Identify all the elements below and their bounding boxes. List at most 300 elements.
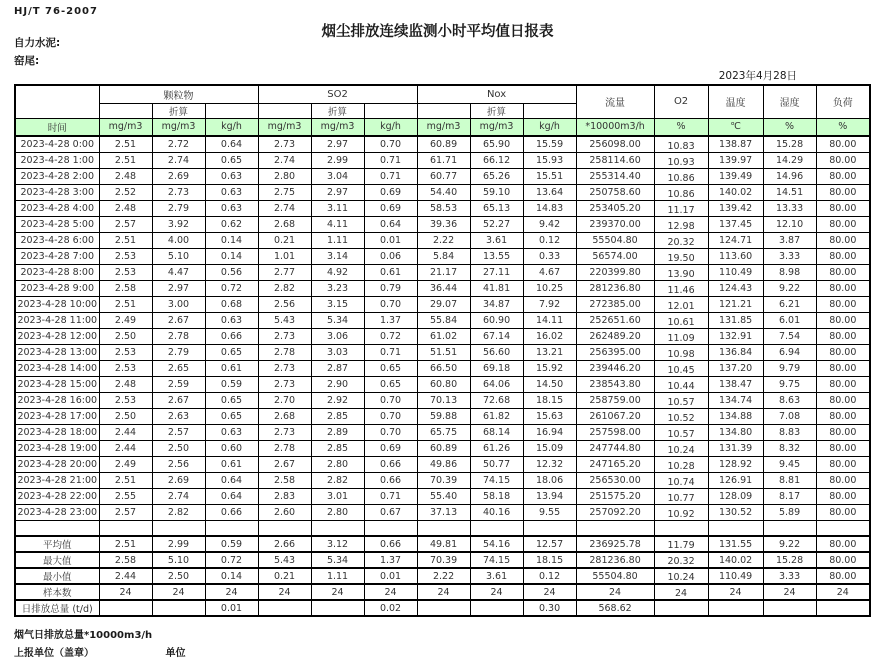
value-cell: 65.75 — [417, 424, 470, 440]
time-cell: 2023-4-28 15:00 — [15, 376, 99, 392]
value-cell: 0.33 — [523, 248, 576, 264]
summary-row — [15, 584, 870, 600]
empty-cell — [417, 520, 470, 536]
value-cell: 2.68 — [258, 216, 311, 232]
summary-value: 1.11 — [311, 568, 364, 584]
summary-value: 18.15 — [523, 552, 576, 568]
value-cell: 128.09 — [708, 488, 763, 504]
value-cell: 0.79 — [364, 280, 417, 296]
time-cell: 2023-4-28 11:00 — [15, 312, 99, 328]
summary-label: 平均值 — [15, 536, 99, 552]
summary-value: 49.81 — [417, 536, 470, 552]
time-cell: 2023-4-28 10:00 — [15, 296, 99, 312]
value-cell: 0.71 — [364, 488, 417, 504]
value-cell: 8.63 — [763, 392, 816, 408]
empty-cell — [99, 520, 152, 536]
value-cell: 55504.80 — [576, 232, 654, 248]
empty-subheader — [205, 103, 258, 118]
summary-label: 日排放总量 (t/d) — [15, 600, 99, 616]
value-cell: 0.65 — [205, 344, 258, 360]
value-cell: 134.88 — [708, 408, 763, 424]
value-cell: 252651.60 — [576, 312, 654, 328]
value-cell: 0.56 — [205, 264, 258, 280]
value-cell: 80.00 — [816, 136, 870, 152]
table-row — [15, 360, 870, 376]
value-cell: 128.92 — [708, 456, 763, 472]
summary-value — [470, 600, 523, 616]
unit-header: mg/m3 — [311, 118, 364, 136]
value-cell: 134.80 — [708, 424, 763, 440]
value-cell: 137.20 — [708, 360, 763, 376]
summary-value: 0.12 — [523, 568, 576, 584]
table-row — [15, 488, 870, 504]
value-cell: 13.94 — [523, 488, 576, 504]
table-row — [15, 424, 870, 440]
value-cell: 15.93 — [523, 152, 576, 168]
value-cell: 2.48 — [99, 376, 152, 392]
value-cell: 0.12 — [523, 232, 576, 248]
table-row — [15, 440, 870, 456]
summary-value: 568.62 — [576, 600, 654, 616]
col-group-so2: SO2 — [258, 85, 417, 103]
value-cell: 4.67 — [523, 264, 576, 280]
summary-value: 74.15 — [470, 552, 523, 568]
value-cell: 0.65 — [205, 392, 258, 408]
value-cell: 80.00 — [816, 360, 870, 376]
table-row — [15, 216, 870, 232]
value-cell: 16.02 — [523, 328, 576, 344]
value-cell: 2.50 — [99, 408, 152, 424]
empty-cell — [258, 520, 311, 536]
summary-value: 0.66 — [364, 536, 417, 552]
conv-header-pm: 折算 — [152, 103, 205, 118]
value-cell: 256395.00 — [576, 344, 654, 360]
value-cell: 49.86 — [417, 456, 470, 472]
value-cell: 0.71 — [364, 344, 417, 360]
value-cell: 56574.00 — [576, 248, 654, 264]
table-row — [15, 472, 870, 488]
value-cell: 15.59 — [523, 136, 576, 152]
summary-value: 24 — [364, 584, 417, 600]
table-row — [15, 280, 870, 296]
summary-value: 24 — [576, 584, 654, 600]
value-cell: 10.61 — [654, 312, 708, 328]
table-row — [15, 248, 870, 264]
value-cell: 251575.20 — [576, 488, 654, 504]
value-cell: 29.07 — [417, 296, 470, 312]
value-cell: 11.46 — [654, 280, 708, 296]
value-cell: 2.80 — [311, 456, 364, 472]
value-cell: 0.64 — [205, 488, 258, 504]
summary-label: 样本数 — [15, 584, 99, 600]
value-cell: 136.84 — [708, 344, 763, 360]
time-cell: 2023-4-28 19:00 — [15, 440, 99, 456]
value-cell: 0.21 — [258, 232, 311, 248]
value-cell: 0.63 — [205, 184, 258, 200]
summary-value: 20.32 — [654, 552, 708, 568]
value-cell: 0.72 — [364, 328, 417, 344]
value-cell: 3.00 — [152, 296, 205, 312]
value-cell: 2.73 — [258, 136, 311, 152]
value-cell: 0.63 — [205, 168, 258, 184]
time-cell: 2023-4-28 0:00 — [15, 136, 99, 152]
empty-cell — [654, 520, 708, 536]
summary-value: 236925.78 — [576, 536, 654, 552]
value-cell: 59.10 — [470, 184, 523, 200]
unit-header: mg/m3 — [99, 118, 152, 136]
summary-value: 2.99 — [152, 536, 205, 552]
unit-header: ℃ — [708, 118, 763, 136]
value-cell: 3.03 — [311, 344, 364, 360]
page-title: 烟尘排放连续监测小时平均值日报表 — [321, 24, 554, 40]
summary-value: 24 — [311, 584, 364, 600]
value-cell: 2.85 — [311, 408, 364, 424]
value-cell: 2.69 — [152, 472, 205, 488]
empty-subheader — [364, 103, 417, 118]
value-cell: 67.14 — [470, 328, 523, 344]
value-cell: 139.97 — [708, 152, 763, 168]
summary-row — [15, 568, 870, 584]
value-cell: 5.43 — [258, 312, 311, 328]
value-cell: 15.63 — [523, 408, 576, 424]
value-cell: 2.85 — [311, 440, 364, 456]
summary-value: 2.50 — [152, 568, 205, 584]
value-cell: 138.47 — [708, 376, 763, 392]
value-cell: 5.10 — [152, 248, 205, 264]
col-group-particulate: 颗粒物 — [99, 85, 258, 103]
value-cell: 2.51 — [99, 152, 152, 168]
humidity-header: 湿度 — [763, 85, 816, 118]
time-header-spacer — [15, 85, 99, 118]
value-cell: 257092.20 — [576, 504, 654, 520]
value-cell: 41.81 — [470, 280, 523, 296]
value-cell: 14.96 — [763, 168, 816, 184]
value-cell: 124.71 — [708, 232, 763, 248]
table-row — [15, 312, 870, 328]
value-cell: 126.91 — [708, 472, 763, 488]
summary-value: 5.10 — [152, 552, 205, 568]
report-unit-label: 上报单位（盖章） — [14, 648, 94, 659]
value-cell: 80.00 — [816, 328, 870, 344]
value-cell: 40.16 — [470, 504, 523, 520]
value-cell: 8.17 — [763, 488, 816, 504]
value-cell: 9.45 — [763, 456, 816, 472]
empty-cell — [311, 520, 364, 536]
summary-value: 24 — [763, 584, 816, 600]
value-cell: 0.70 — [364, 392, 417, 408]
value-cell: 10.57 — [654, 424, 708, 440]
value-cell: 0.61 — [364, 264, 417, 280]
empty-subheader — [523, 103, 576, 118]
value-cell: 3.06 — [311, 328, 364, 344]
value-cell: 2.52 — [99, 184, 152, 200]
value-cell: 80.00 — [816, 216, 870, 232]
value-cell: 16.94 — [523, 424, 576, 440]
summary-value: 2.51 — [99, 536, 152, 552]
value-cell: 0.65 — [205, 408, 258, 424]
value-cell: 20.32 — [654, 232, 708, 248]
value-cell: 0.72 — [205, 280, 258, 296]
table-row — [15, 376, 870, 392]
value-cell: 34.87 — [470, 296, 523, 312]
conv-header-so2: 折算 — [311, 103, 364, 118]
summary-value — [417, 600, 470, 616]
value-cell: 2.44 — [99, 424, 152, 440]
value-cell: 10.83 — [654, 136, 708, 152]
summary-value: 11.79 — [654, 536, 708, 552]
value-cell: 10.93 — [654, 152, 708, 168]
value-cell: 0.61 — [205, 456, 258, 472]
value-cell: 2.99 — [311, 152, 364, 168]
value-cell: 134.74 — [708, 392, 763, 408]
value-cell: 0.65 — [205, 152, 258, 168]
company-name: 自力水泥: — [14, 37, 61, 49]
value-cell: 0.66 — [205, 504, 258, 520]
time-cell: 2023-4-28 17:00 — [15, 408, 99, 424]
value-cell: 14.51 — [763, 184, 816, 200]
value-cell: 80.00 — [816, 472, 870, 488]
value-cell: 2.67 — [258, 456, 311, 472]
value-cell: 0.70 — [364, 136, 417, 152]
empty-subheader — [417, 103, 470, 118]
value-cell: 2.80 — [311, 504, 364, 520]
value-cell: 64.06 — [470, 376, 523, 392]
summary-value — [152, 600, 205, 616]
value-cell: 2.44 — [99, 440, 152, 456]
value-cell: 13.90 — [654, 264, 708, 280]
value-cell: 19.50 — [654, 248, 708, 264]
value-cell: 2.51 — [99, 136, 152, 152]
unit-header: mg/m3 — [258, 118, 311, 136]
footer-units-line — [14, 644, 875, 659]
value-cell: 65.90 — [470, 136, 523, 152]
value-cell: 140.02 — [708, 184, 763, 200]
value-cell: 2.53 — [99, 344, 152, 360]
value-cell: 2.79 — [152, 200, 205, 216]
empty-subheader — [99, 103, 152, 118]
value-cell: 2.51 — [99, 472, 152, 488]
value-cell: 7.08 — [763, 408, 816, 424]
value-cell: 2.97 — [311, 136, 364, 152]
value-cell: 80.00 — [816, 344, 870, 360]
value-cell: 257598.00 — [576, 424, 654, 440]
unit-header: mg/m3 — [152, 118, 205, 136]
value-cell: 58.18 — [470, 488, 523, 504]
value-cell: 15.28 — [763, 136, 816, 152]
value-cell: 11.17 — [654, 200, 708, 216]
value-cell: 0.66 — [205, 328, 258, 344]
value-cell: 138.87 — [708, 136, 763, 152]
summary-value: 70.39 — [417, 552, 470, 568]
summary-value: 0.30 — [523, 600, 576, 616]
summary-row — [15, 552, 870, 568]
table-row — [15, 344, 870, 360]
value-cell: 60.77 — [417, 168, 470, 184]
empty-cell — [576, 520, 654, 536]
value-cell: 80.00 — [816, 248, 870, 264]
value-cell: 2.57 — [152, 424, 205, 440]
value-cell: 3.01 — [311, 488, 364, 504]
value-cell: 80.00 — [816, 264, 870, 280]
summary-value: 0.14 — [205, 568, 258, 584]
value-cell: 80.00 — [816, 184, 870, 200]
value-cell: 4.11 — [311, 216, 364, 232]
value-cell: 0.70 — [364, 296, 417, 312]
value-cell: 0.61 — [205, 360, 258, 376]
value-cell: 2.63 — [152, 408, 205, 424]
value-cell: 80.00 — [816, 392, 870, 408]
value-cell: 10.92 — [654, 504, 708, 520]
value-cell: 2.57 — [99, 504, 152, 520]
value-cell: 0.69 — [364, 440, 417, 456]
value-cell: 80.00 — [816, 200, 870, 216]
table-row — [15, 456, 870, 472]
value-cell: 3.92 — [152, 216, 205, 232]
value-cell: 37.13 — [417, 504, 470, 520]
unit-header: mg/m3 — [417, 118, 470, 136]
value-cell: 0.59 — [205, 376, 258, 392]
value-cell: 80.00 — [816, 440, 870, 456]
value-cell: 0.69 — [364, 200, 417, 216]
summary-value: 0.01 — [205, 600, 258, 616]
unit-header: kg/h — [205, 118, 258, 136]
summary-value: 24 — [708, 584, 763, 600]
value-cell: 2.60 — [258, 504, 311, 520]
value-cell: 2.53 — [99, 264, 152, 280]
conv-header-nox: 折算 — [470, 103, 523, 118]
table-row — [15, 264, 870, 280]
value-cell: 52.27 — [470, 216, 523, 232]
value-cell: 14.83 — [523, 200, 576, 216]
value-cell: 2.67 — [152, 312, 205, 328]
value-cell: 12.32 — [523, 456, 576, 472]
value-cell: 80.00 — [816, 424, 870, 440]
empty-subheader — [258, 103, 311, 118]
value-cell: 9.79 — [763, 360, 816, 376]
value-cell: 256530.00 — [576, 472, 654, 488]
value-cell: 80.00 — [816, 408, 870, 424]
value-cell: 0.63 — [205, 424, 258, 440]
unit-header: kg/h — [523, 118, 576, 136]
value-cell: 247165.20 — [576, 456, 654, 472]
summary-value: 2.66 — [258, 536, 311, 552]
value-cell: 51.51 — [417, 344, 470, 360]
value-cell: 2.82 — [311, 472, 364, 488]
summary-value: 2.58 — [99, 552, 152, 568]
summary-value: 10.24 — [654, 568, 708, 584]
value-cell: 2.51 — [99, 296, 152, 312]
value-cell: 132.91 — [708, 328, 763, 344]
value-cell: 2.78 — [258, 440, 311, 456]
value-cell: 2.80 — [258, 168, 311, 184]
value-cell: 61.82 — [470, 408, 523, 424]
value-cell: 3.23 — [311, 280, 364, 296]
value-cell: 61.26 — [470, 440, 523, 456]
value-cell: 256098.00 — [576, 136, 654, 152]
value-cell: 2.53 — [99, 360, 152, 376]
summary-value: 3.12 — [311, 536, 364, 552]
value-cell: 2.97 — [311, 184, 364, 200]
summary-label: 最小值 — [15, 568, 99, 584]
summary-value: 80.00 — [816, 536, 870, 552]
summary-value: 140.02 — [708, 552, 763, 568]
value-cell: 70.13 — [417, 392, 470, 408]
value-cell: 12.01 — [654, 296, 708, 312]
table-row — [15, 232, 870, 248]
summary-value — [258, 600, 311, 616]
value-cell: 2.56 — [258, 296, 311, 312]
value-cell: 60.90 — [470, 312, 523, 328]
value-cell: 0.01 — [364, 232, 417, 248]
value-cell: 2.58 — [258, 472, 311, 488]
value-cell: 2.59 — [152, 376, 205, 392]
summary-value: 131.55 — [708, 536, 763, 552]
value-cell: 8.32 — [763, 440, 816, 456]
value-cell: 80.00 — [816, 232, 870, 248]
table-row — [15, 168, 870, 184]
unit-header: % — [763, 118, 816, 136]
value-cell: 121.21 — [708, 296, 763, 312]
value-cell: 3.61 — [470, 232, 523, 248]
time-cell: 2023-4-28 16:00 — [15, 392, 99, 408]
value-cell: 137.45 — [708, 216, 763, 232]
value-cell: 0.70 — [364, 424, 417, 440]
summary-value: 12.57 — [523, 536, 576, 552]
value-cell: 4.92 — [311, 264, 364, 280]
value-cell: 80.00 — [816, 376, 870, 392]
value-cell: 13.64 — [523, 184, 576, 200]
value-cell: 80.00 — [816, 296, 870, 312]
value-cell: 113.60 — [708, 248, 763, 264]
value-cell: 2.70 — [258, 392, 311, 408]
value-cell: 0.65 — [364, 360, 417, 376]
summary-value — [99, 600, 152, 616]
report-date: 2023年4月28日 — [718, 70, 797, 82]
summary-value: 0.59 — [205, 536, 258, 552]
value-cell: 80.00 — [816, 280, 870, 296]
value-cell: 272385.00 — [576, 296, 654, 312]
value-cell: 0.69 — [364, 184, 417, 200]
value-cell: 2.55 — [99, 488, 152, 504]
value-cell: 59.88 — [417, 408, 470, 424]
summary-value: 24 — [816, 584, 870, 600]
flow-header: 流量 — [576, 85, 654, 118]
value-cell: 0.60 — [205, 440, 258, 456]
value-cell: 5.84 — [417, 248, 470, 264]
value-cell: 55.40 — [417, 488, 470, 504]
value-cell: 0.63 — [205, 200, 258, 216]
table-row — [15, 184, 870, 200]
table-row — [15, 296, 870, 312]
value-cell: 10.28 — [654, 456, 708, 472]
time-cell: 2023-4-28 23:00 — [15, 504, 99, 520]
col-group-nox: Nox — [417, 85, 576, 103]
value-cell: 2.75 — [258, 184, 311, 200]
value-cell: 60.80 — [417, 376, 470, 392]
value-cell: 2.48 — [99, 200, 152, 216]
empty-cell — [523, 520, 576, 536]
value-cell: 6.21 — [763, 296, 816, 312]
summary-value: 0.02 — [364, 600, 417, 616]
summary-value — [763, 600, 816, 616]
summary-value: 110.49 — [708, 568, 763, 584]
value-cell: 3.15 — [311, 296, 364, 312]
table-row — [15, 392, 870, 408]
value-cell: 2.92 — [311, 392, 364, 408]
time-cell: 2023-4-28 18:00 — [15, 424, 99, 440]
value-cell: 15.51 — [523, 168, 576, 184]
value-cell: 61.02 — [417, 328, 470, 344]
